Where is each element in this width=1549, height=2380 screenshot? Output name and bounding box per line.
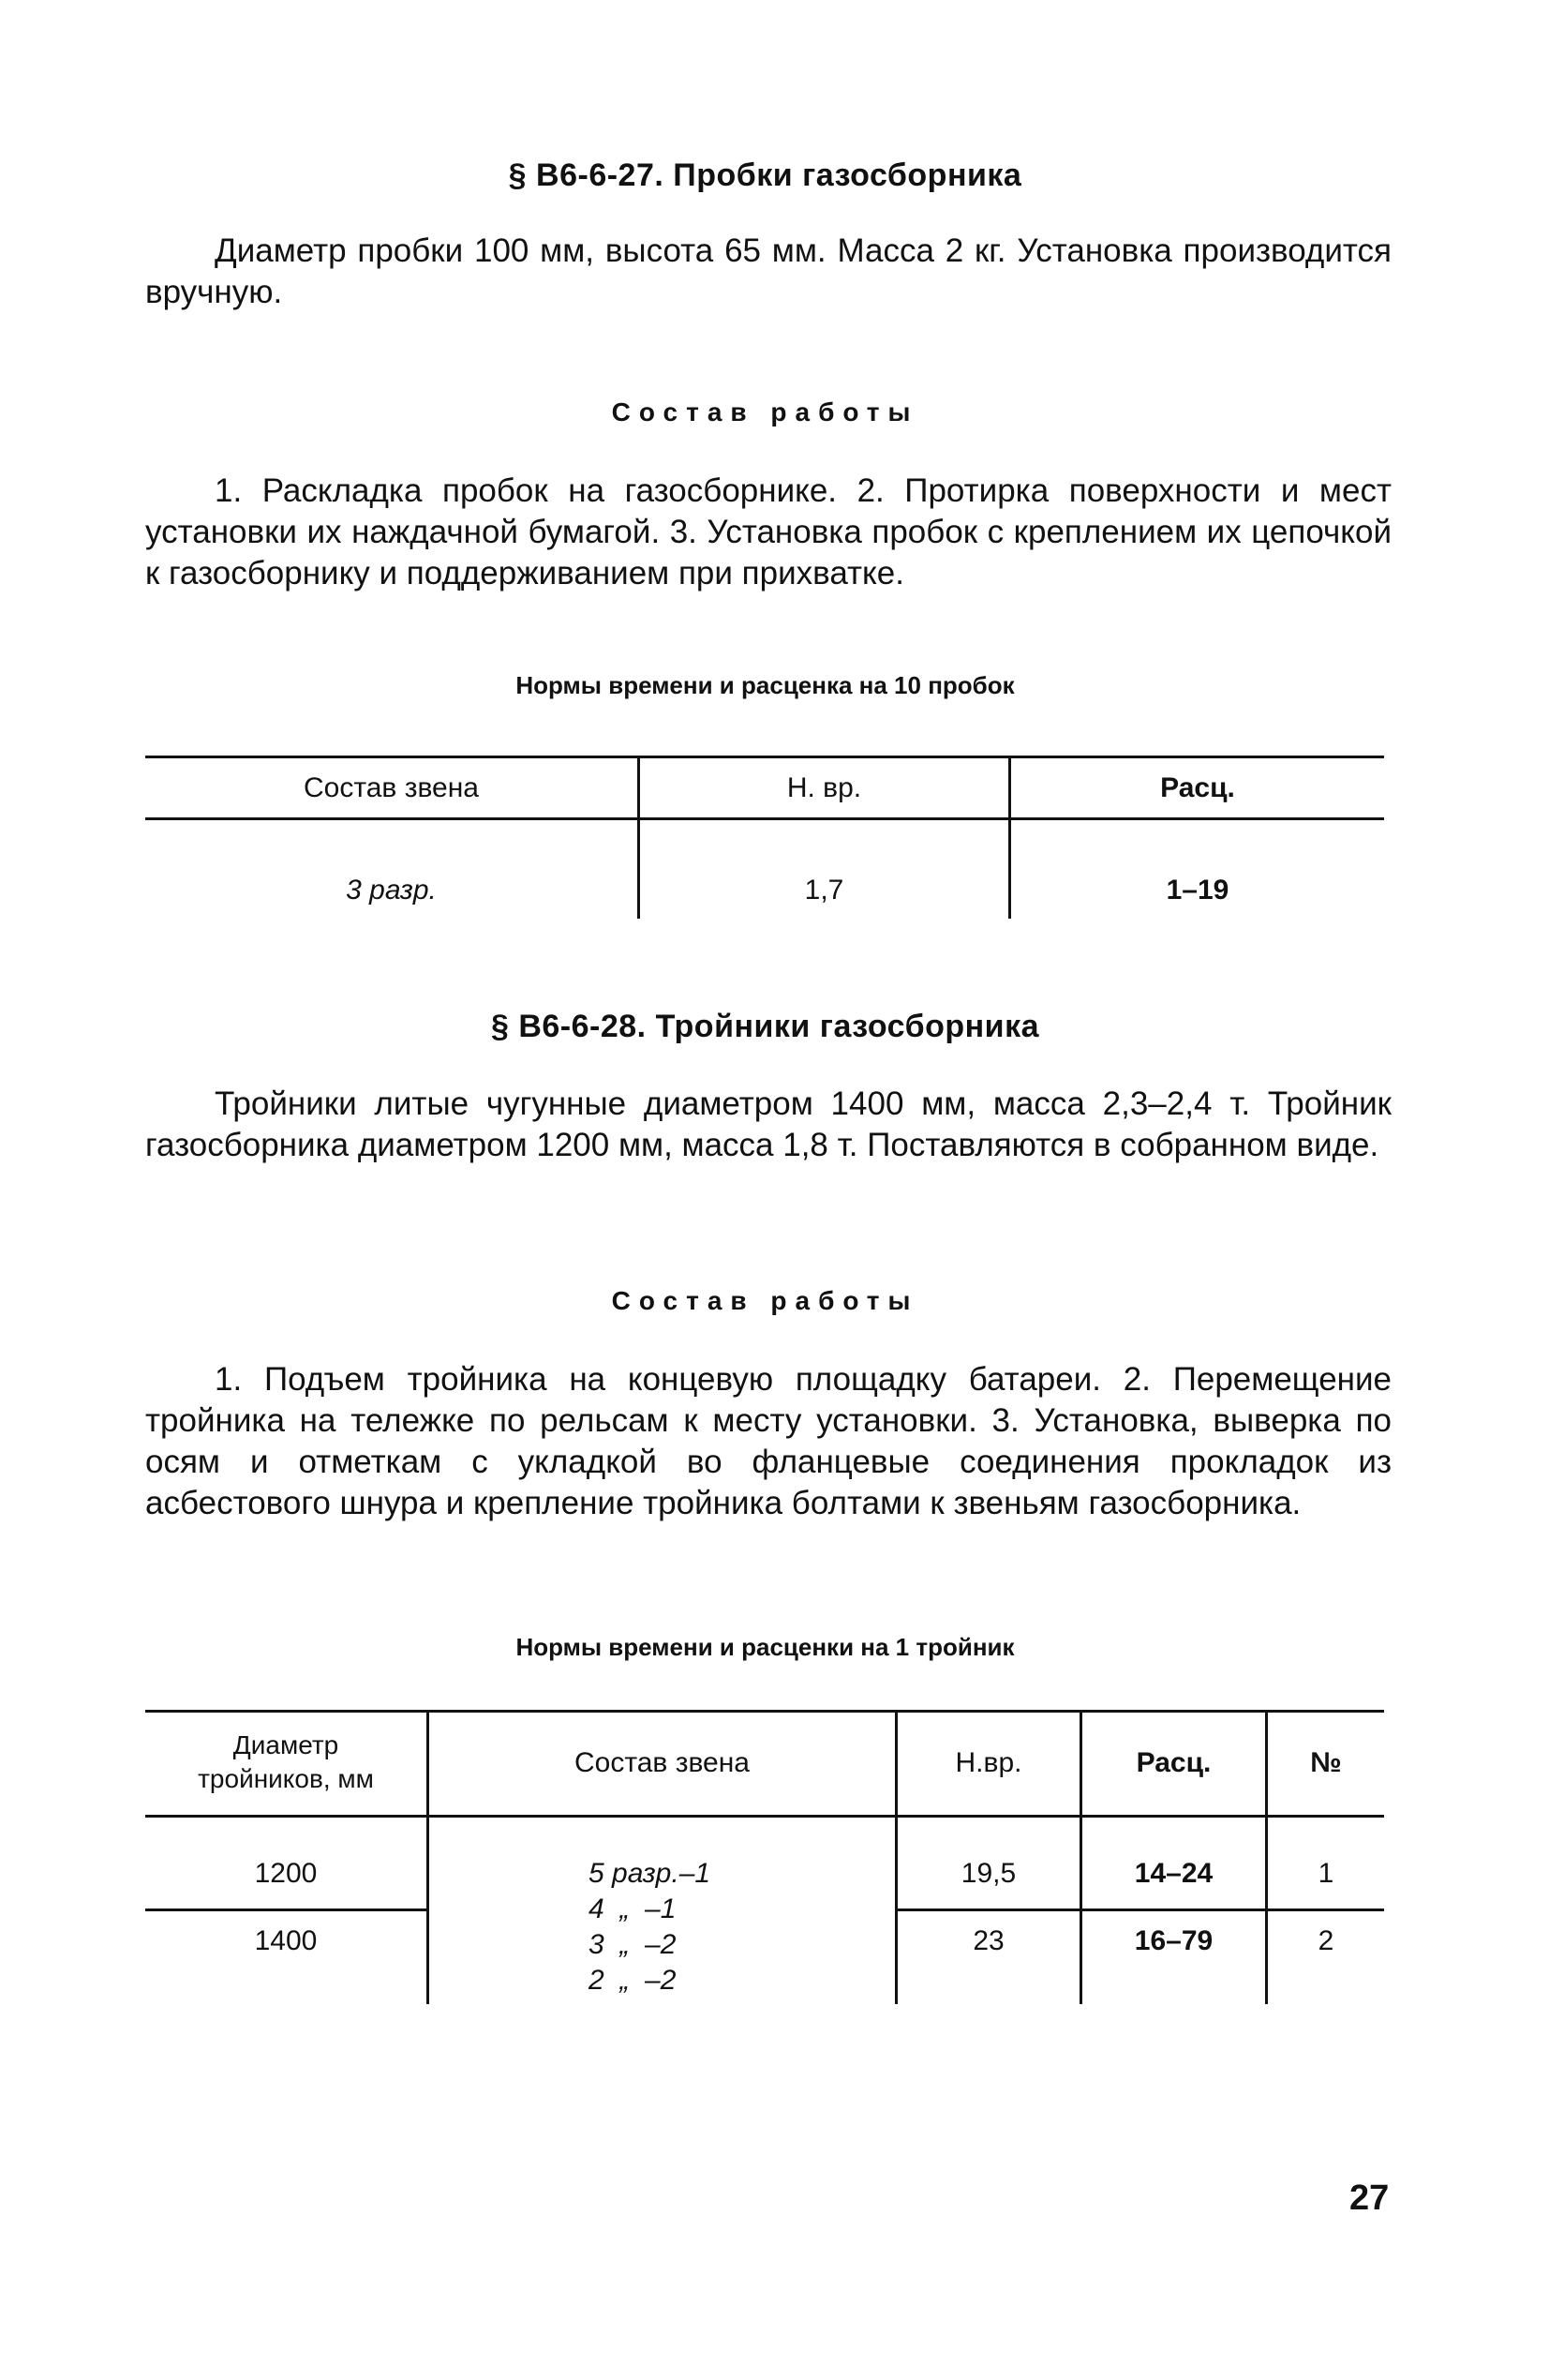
table-rule <box>145 817 1384 820</box>
crew-line: 3 „ –2 <box>588 1929 677 1960</box>
section-description: Тройники литые чугунные диаметром 1400 мм, масса 2,3–2,4 т. Тройник газосборника диаметром 1200 мм, масса 1,8 т. Поставляются в собранном виде. <box>145 1085 1392 1163</box>
table-rule <box>145 1908 426 1911</box>
table-cell: 1200 <box>254 1858 318 1889</box>
crew-line: 4 „ –1 <box>588 1894 677 1924</box>
table-caption: Нормы времени и расценки на 1 тройник <box>515 1633 1015 1661</box>
table-cell: 1 <box>1318 1858 1334 1889</box>
column-header: Расц. <box>1160 772 1235 803</box>
table-cell: 1–19 <box>1166 875 1229 906</box>
crew-line: 5 разр.–1 <box>588 1858 711 1889</box>
work-heading: Состав работы <box>611 397 919 427</box>
column-header: Н. вр. <box>786 772 862 803</box>
section-description: Диаметр пробки 100 мм, высота 65 мм. Масса 2 кг. Установка производится вручную. <box>145 232 1392 310</box>
column-header: № <box>1310 1747 1342 1778</box>
table-cell: 1400 <box>254 1925 318 1956</box>
table-cell: 2 <box>1318 1925 1334 1956</box>
section-title: § В6-6-27. Пробки газосборника <box>508 157 1022 193</box>
table-rule <box>145 1815 1384 1818</box>
column-header: Состав звена <box>573 1747 750 1778</box>
table-cell: 19,5 <box>961 1858 1017 1889</box>
table-rule <box>145 1710 1384 1713</box>
table-cell: 23 <box>973 1925 1005 1956</box>
column-header: Н.вр. <box>955 1747 1022 1778</box>
crew-composition <box>588 1856 813 1998</box>
header-line: тройников, мм <box>198 1764 374 1793</box>
table-cell: 1,7 <box>804 875 844 906</box>
column-header: Состав звена <box>303 772 479 803</box>
column-header: Расц. <box>1136 1747 1212 1778</box>
table-caption: Нормы времени и расценка на 10 пробок <box>515 671 1015 699</box>
page-number: 27 <box>1349 2178 1390 2218</box>
table-cell: 3 разр. <box>346 875 437 906</box>
work-heading: Состав работы <box>611 1286 919 1315</box>
work-text: 1. Раскладка пробок на газосборнике. 2. Протирка поверхности и мест установки их наждачной бумагой. 3. Установка пробок с креплением их цепочкой к газосборнику и поддерживанием при прихватке. <box>145 472 1392 591</box>
work-text: 1. Подъем тройника на концевую площадку батареи. 2. Перемещение тройника на тележке по рельсам к месту установки. 3. Установка, выверка по осям и отметкам с укладкой во фланцевые соединения прокладок из асбестового шнура и крепление тройника болтами к звеньям газосборника. <box>145 1361 1392 1521</box>
header-line: Диаметр <box>232 1730 339 1759</box>
column-header <box>145 1729 426 1796</box>
table-cell: 16–79 <box>1134 1925 1214 1956</box>
table-rule <box>145 756 1384 758</box>
table-rule <box>895 1908 1384 1911</box>
section-title: § В6-6-28. Тройники газосборника <box>490 1009 1040 1044</box>
table-cell: 14–24 <box>1134 1858 1214 1889</box>
crew-line: 2 „ –2 <box>588 1965 677 1996</box>
